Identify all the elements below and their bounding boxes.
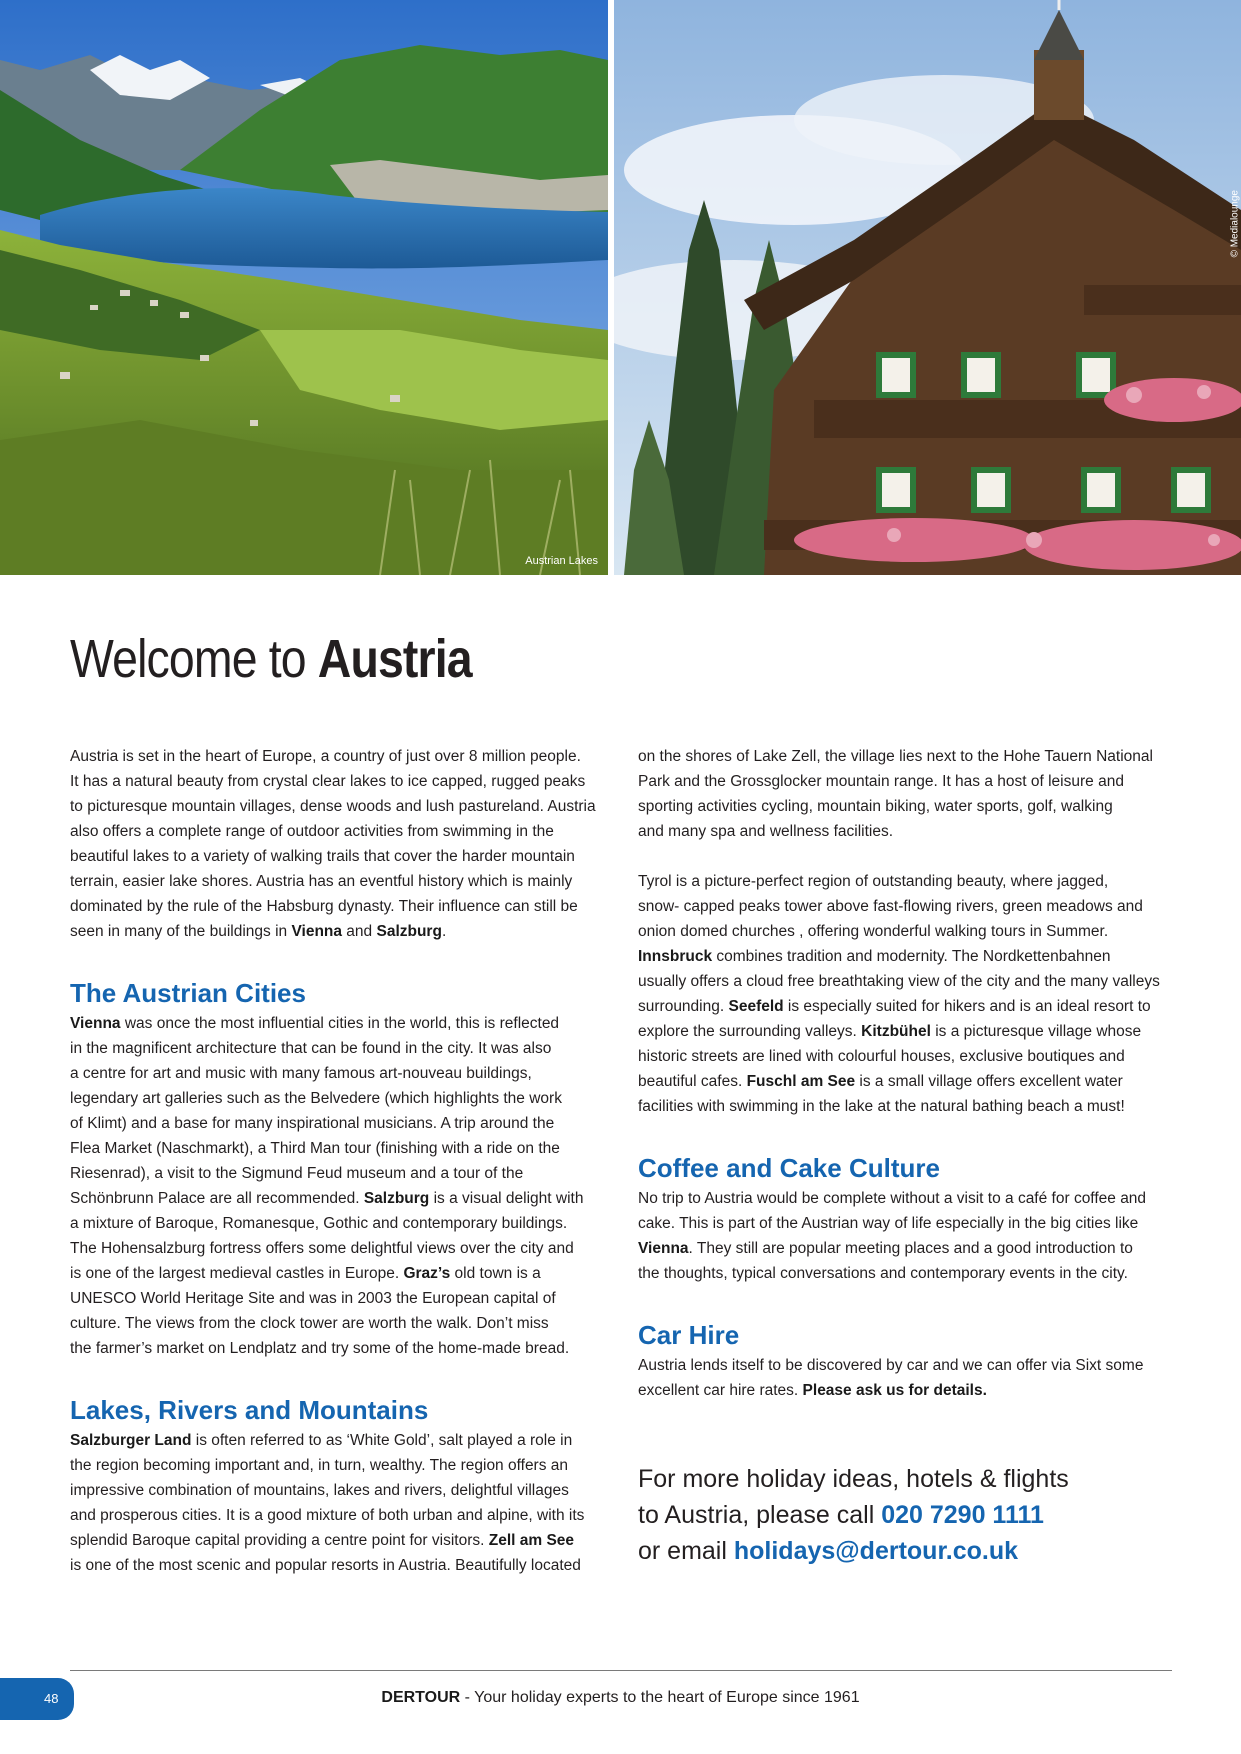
footer-divider xyxy=(70,1670,1172,1671)
text-line: usually offers a cloud free breathtaking view of the city and the many valleys xyxy=(638,973,1160,990)
highlight-fuschl-am-see: Fuschl am See xyxy=(746,1073,856,1090)
text-span: to Austria, please call xyxy=(638,1501,882,1529)
text-span: is one of the largest medieval castles in Europe. xyxy=(70,1265,404,1282)
text-span: and xyxy=(342,923,377,940)
title-bold: Austria xyxy=(317,629,472,689)
text-line: a mixture of Baroque, Romanesque, Gothic and contemporary buildings. xyxy=(70,1215,568,1232)
text-line xyxy=(70,1186,610,1211)
text-line: is one of the most scenic and popular resorts in Austria. Beautifully located xyxy=(70,1557,581,1574)
coffee-paragraph xyxy=(638,1186,1178,1286)
text-line: culture. The views from the clock tower are worth the walk. Don’t miss xyxy=(70,1315,549,1332)
text-span: is a small village offers excellent water xyxy=(855,1073,1123,1090)
text-line xyxy=(70,1528,610,1553)
text-line: beautiful lakes to a variety of walking trails that cover the harder mountain xyxy=(70,848,575,865)
text-line: facilities with swimming in the lake at the natural bathing beach a must! xyxy=(638,1098,1125,1115)
highlight-salzburg: Salzburg xyxy=(376,923,442,940)
text-line xyxy=(638,1069,1178,1094)
highlight-kitzbuhel: Kitzbühel xyxy=(861,1023,931,1040)
text-line xyxy=(638,1378,1178,1403)
text-line: and many spa and wellness facilities. xyxy=(638,823,894,840)
photo-credit: © Medialounge xyxy=(1229,190,1240,258)
photo-caption: Austrian Lakes xyxy=(525,555,598,567)
text-line: The Hohensalzburg fortress offers some delightful views over the city and xyxy=(70,1240,574,1257)
text-line: the farmer’s market on Lendplatz and try some of the home-made bread. xyxy=(70,1340,570,1357)
text-span: . xyxy=(441,923,447,940)
zell-paragraph xyxy=(638,744,1178,844)
tagline-text: - Your holiday experts to the heart of Europe since 1961 xyxy=(460,1689,860,1706)
text-span: seen in many of the buildings in xyxy=(70,923,292,940)
text-span: Schönbrunn Palace are all recommended. xyxy=(70,1190,364,1207)
text-span: old town is a xyxy=(450,1265,541,1282)
car-hire-paragraph xyxy=(638,1353,1178,1403)
text-line: of Klimt) and a base for many inspirational musicians. A trip around the xyxy=(70,1115,555,1132)
text-line: historic streets are lined with colourful houses, exclusive boutiques and xyxy=(638,1048,1125,1065)
text-line: in the magnificent architecture that can be found in the city. It was also xyxy=(70,1040,552,1057)
text-line: No trip to Austria would be complete without a visit to a café for coffee and xyxy=(638,1190,1147,1207)
text-span: is a picturesque village whose xyxy=(930,1023,1142,1040)
text-line: legendary art galleries such as the Belvedere (which highlights the work xyxy=(70,1090,562,1107)
chalet-image xyxy=(614,0,1241,575)
text-line xyxy=(638,944,1178,969)
text-line xyxy=(638,1236,1178,1261)
text-span: or email xyxy=(638,1537,734,1565)
section-heading-car-hire: Car Hire xyxy=(638,1320,740,1350)
cities-paragraph xyxy=(70,1011,610,1361)
footer-tagline xyxy=(0,1689,1241,1707)
page-title xyxy=(70,628,472,690)
text-span: . They still are popular meeting places and a good introduction to xyxy=(688,1240,1133,1257)
text-line: onion domed churches , offering wonderful walking tours in Summer. xyxy=(638,923,1109,940)
section-heading-cities: The Austrian Cities xyxy=(70,978,306,1008)
text-span: is especially suited for hikers and is an ideal resort to xyxy=(783,998,1151,1015)
lakes-paragraph xyxy=(70,1428,610,1578)
intro-paragraph xyxy=(70,744,610,944)
text-line: Tyrol is a picture-perfect region of outstanding beauty, where jagged, xyxy=(638,873,1109,890)
text-span: was once the most influential cities in the world, this is reflected xyxy=(120,1015,560,1032)
alpine-chalet-photo xyxy=(614,0,1241,575)
text-span: surrounding. xyxy=(638,998,729,1015)
text-span: is a visual delight with xyxy=(429,1190,584,1207)
text-line: sporting activities cycling, mountain biking, water sports, golf, walking xyxy=(638,798,1113,815)
cta-line xyxy=(638,1497,1178,1533)
right-column xyxy=(638,744,1178,1569)
text-line: snow- capped peaks tower above fast-flowing rivers, green meadows and xyxy=(638,898,1143,915)
text-line: Austria lends itself to be discovered by car and we can offer via Sixt some xyxy=(638,1357,1144,1374)
text-line: UNESCO World Heritage Site and was in 2003 the European capital of xyxy=(70,1290,556,1307)
text-line: a centre for art and music with many famous art-nouveau buildings, xyxy=(70,1065,532,1082)
section-heading-lakes: Lakes, Rivers and Mountains xyxy=(70,1395,429,1425)
header-photos xyxy=(0,0,1241,575)
text-line: impressive combination of mountains, lakes and rivers, delightful villages xyxy=(70,1482,569,1499)
highlight-ask-details: Please ask us for details. xyxy=(802,1382,987,1399)
cta-line: For more holiday ideas, hotels & flights xyxy=(638,1465,1069,1493)
highlight-salzburg: Salzburg xyxy=(363,1190,430,1207)
text-line: cake. This is part of the Austrian way of life especially in the big cities like xyxy=(638,1215,1139,1232)
highlight-zell-am-see: Zell am See xyxy=(488,1532,575,1549)
text-line xyxy=(638,994,1178,1019)
text-line: It has a natural beauty from crystal clear lakes to ice capped, rugged peaks xyxy=(70,773,586,790)
text-line: also offers a complete range of outdoor activities from swimming in the xyxy=(70,823,554,840)
text-line: dominated by the rule of the Habsburg dynasty. Their influence can still be xyxy=(70,898,578,915)
highlight-vienna: Vienna xyxy=(70,1015,121,1032)
text-line xyxy=(70,1011,610,1036)
highlight-vienna: Vienna xyxy=(291,923,342,940)
text-span: excellent car hire rates. xyxy=(638,1382,803,1399)
brand-name: DERTOUR xyxy=(381,1689,461,1706)
text-line xyxy=(70,1428,610,1453)
text-line: and prosperous cities. It is a good mixture of both urban and alpine, with its xyxy=(70,1507,585,1524)
text-span: splendid Baroque capital providing a centre point for visitors. xyxy=(70,1532,489,1549)
text-line: the region becoming important and, in turn, wealthy. The region offers an xyxy=(70,1457,569,1474)
highlight-salzburger-land: Salzburger Land xyxy=(70,1432,192,1449)
text-span: explore the surrounding valleys. xyxy=(638,1023,862,1040)
text-line: terrain, easier lake shores. Austria has an eventful history which is mainly xyxy=(70,873,573,890)
text-line: Riesenrad), a visit to the Sigmund Feud museum and a tour of the xyxy=(70,1165,524,1182)
highlight-graz: Graz’s xyxy=(403,1265,451,1282)
text-span: beautiful cafes. xyxy=(638,1073,747,1090)
phone-number[interactable]: 020 7290 1111 xyxy=(881,1501,1044,1529)
text-line: Park and the Grossglocker mountain range. It has a host of leisure and xyxy=(638,773,1124,790)
austrian-lakes-photo xyxy=(0,0,608,575)
text-line: the thoughts, typical conversations and contemporary events in the city. xyxy=(638,1265,1128,1282)
highlight-innsbruck: Innsbruck xyxy=(638,948,713,965)
text-line xyxy=(70,1261,610,1286)
section-heading-coffee: Coffee and Cake Culture xyxy=(638,1153,940,1183)
page-number: 48 xyxy=(0,1678,74,1720)
text-line: Austria is set in the heart of Europe, a country of just over 8 million people. xyxy=(70,748,581,765)
title-light: Welcome to xyxy=(70,629,318,689)
text-line xyxy=(70,919,610,944)
contact-callout xyxy=(638,1461,1178,1569)
text-line: to picturesque mountain villages, dense woods and lush pastureland. Austria xyxy=(70,798,596,815)
cta-line xyxy=(638,1533,1178,1569)
lake-landscape-image xyxy=(0,0,608,575)
text-line: on the shores of Lake Zell, the village lies next to the Hohe Tauern National xyxy=(638,748,1153,765)
text-line: Flea Market (Naschmarkt), a Third Man tour (finishing with a ride on the xyxy=(70,1140,560,1157)
text-span: combines tradition and modernity. The Nordkettenbahnen xyxy=(712,948,1111,965)
email-link[interactable]: holidays@dertour.co.uk xyxy=(733,1537,1019,1565)
text-line xyxy=(638,1019,1178,1044)
left-column xyxy=(70,744,610,1578)
tyrol-paragraph xyxy=(638,869,1178,1119)
highlight-vienna: Vienna xyxy=(638,1240,689,1257)
text-span: is often referred to as ‘White Gold’, salt played a role in xyxy=(191,1432,573,1449)
highlight-seefeld: Seefeld xyxy=(728,998,784,1015)
